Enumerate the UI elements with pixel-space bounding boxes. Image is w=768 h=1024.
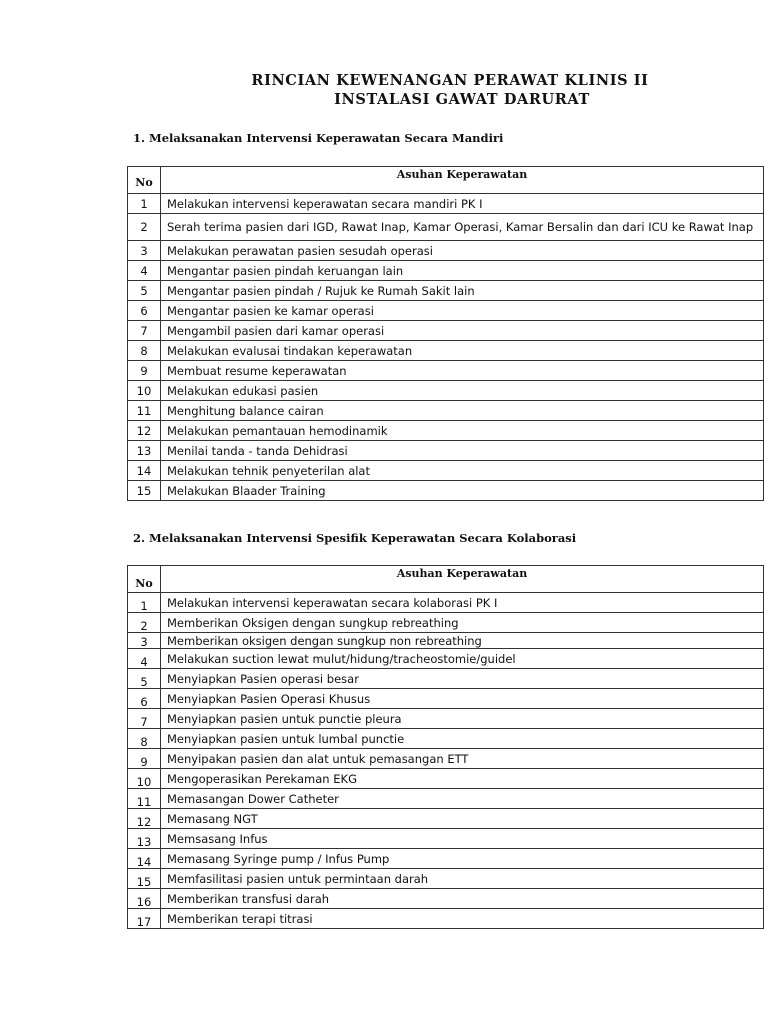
table-row: [128, 829, 764, 849]
row-text: Melakukan evalusai tindakan keperawatan: [161, 341, 764, 361]
row-text: Melakukan intervensi keperawatan secara mandiri PK I: [161, 194, 764, 214]
row-text: Menyiapkan Pasien Operasi Khusus: [161, 689, 764, 709]
row-number: 2: [128, 613, 161, 633]
row-number: 16: [128, 889, 161, 909]
row-number: 17: [128, 909, 161, 929]
table-row: [128, 633, 764, 649]
table-row: [128, 421, 764, 441]
row-text: Melakukan Blaader Training: [161, 481, 764, 501]
row-number: 7: [128, 709, 161, 729]
document-subtitle: INSTALASI GAWAT DARURAT: [334, 91, 590, 108]
row-number: 9: [128, 749, 161, 769]
table-row: [128, 194, 764, 214]
row-number: 1: [128, 194, 161, 214]
row-text: Memasang Syringe pump / Infus Pump: [161, 849, 764, 869]
row-text: Menyiapkan pasien untuk punctie pleura: [161, 709, 764, 729]
row-number: 11: [128, 401, 161, 421]
section2-rows: [128, 593, 764, 929]
table-row: [128, 649, 764, 669]
row-text: Melakukan suction lewat mulut/hidung/tracheostomie/guidel: [161, 649, 764, 669]
table-row: [128, 461, 764, 481]
row-number: 4: [128, 261, 161, 281]
row-number: 8: [128, 341, 161, 361]
table-row: [128, 593, 764, 613]
row-number: 11: [128, 789, 161, 809]
row-text: Melakukan tehnik penyeterilan alat: [161, 461, 764, 481]
row-text: Mengantar pasien pindah keruangan lain: [161, 261, 764, 281]
row-number: 3: [128, 241, 161, 261]
row-text: Memasang NGT: [161, 809, 764, 829]
table-row: [128, 669, 764, 689]
table-row: [128, 381, 764, 401]
column-header-asuhan: Asuhan Keperawatan: [161, 566, 764, 593]
row-text: Memberikan Oksigen dengan sungkup rebreathing: [161, 613, 764, 633]
table-row: [128, 401, 764, 421]
row-text: Memasangan Dower Catheter: [161, 789, 764, 809]
table-row: [128, 709, 764, 729]
section1-heading: 1. Melaksanakan Intervensi Keperawatan Secara Mandiri: [133, 131, 504, 145]
row-text: Serah terima pasien dari IGD, Rawat Inap, Kamar Operasi, Kamar Bersalin dan dari ICU ke Rawat Inap: [161, 214, 764, 241]
section1-table: [127, 166, 764, 501]
section1-rows: [128, 194, 764, 501]
row-number: 8: [128, 729, 161, 749]
row-text: Mengantar pasien ke kamar operasi: [161, 301, 764, 321]
table-row: [128, 281, 764, 301]
table-row: [128, 441, 764, 461]
table-row: [128, 809, 764, 829]
row-number: 5: [128, 669, 161, 689]
column-header-no: No: [128, 167, 161, 194]
row-text: Melakukan intervensi keperawatan secara kolaborasi PK I: [161, 593, 764, 613]
row-number: 10: [128, 381, 161, 401]
table-row: [128, 789, 764, 809]
table-row: [128, 214, 764, 241]
table-row: [128, 241, 764, 261]
row-text: Mengambil pasien dari kamar operasi: [161, 321, 764, 341]
section2-table: [127, 565, 764, 929]
row-text: Menyipakan pasien dan alat untuk pemasangan ETT: [161, 749, 764, 769]
row-number: 12: [128, 809, 161, 829]
table-row: [128, 849, 764, 869]
column-header-asuhan: Asuhan Keperawatan: [161, 167, 764, 194]
table-row: [128, 361, 764, 381]
row-number: 15: [128, 481, 161, 501]
row-number: 4: [128, 649, 161, 669]
document-title: RINCIAN KEWENANGAN PERAWAT KLINIS II: [251, 72, 649, 89]
table-row: [128, 341, 764, 361]
table-row: [128, 613, 764, 633]
row-text: Memberikan terapi titrasi: [161, 909, 764, 929]
section2-heading: 2. Melaksanakan Intervensi Spesifik Keperawatan Secara Kolaborasi: [133, 531, 577, 545]
table-row: [128, 301, 764, 321]
row-number: 13: [128, 829, 161, 849]
row-text: Melakukan edukasi pasien: [161, 381, 764, 401]
row-number: 3: [128, 633, 161, 649]
table-row: [128, 769, 764, 789]
row-number: 15: [128, 869, 161, 889]
row-number: 13: [128, 441, 161, 461]
row-text: Menghitung balance cairan: [161, 401, 764, 421]
row-number: 14: [128, 461, 161, 481]
row-text: Menyiapkan pasien untuk lumbal punctie: [161, 729, 764, 749]
row-text: Melakukan pemantauan hemodinamik: [161, 421, 764, 441]
row-text: Mengantar pasien pindah / Rujuk ke Rumah Sakit lain: [161, 281, 764, 301]
row-number: 6: [128, 689, 161, 709]
table-row: [128, 261, 764, 281]
row-text: Mengoperasikan Perekaman EKG: [161, 769, 764, 789]
table-row: [128, 321, 764, 341]
table-row: [128, 729, 764, 749]
row-number: 12: [128, 421, 161, 441]
row-text: Menyiapkan Pasien operasi besar: [161, 669, 764, 689]
row-number: 7: [128, 321, 161, 341]
table-row: [128, 481, 764, 501]
table-row: [128, 749, 764, 769]
row-number: 14: [128, 849, 161, 869]
row-text: Melakukan perawatan pasien sesudah operasi: [161, 241, 764, 261]
row-number: 9: [128, 361, 161, 381]
row-number: 2: [128, 214, 161, 241]
row-number: 1: [128, 593, 161, 613]
row-text: Membuat resume keperawatan: [161, 361, 764, 381]
row-number: 5: [128, 281, 161, 301]
row-text: Memfasilitasi pasien untuk permintaan darah: [161, 869, 764, 889]
table-row: [128, 889, 764, 909]
row-text: Menilai tanda - tanda Dehidrasi: [161, 441, 764, 461]
table-row: [128, 689, 764, 709]
column-header-no: No: [128, 566, 161, 593]
table-row: [128, 909, 764, 929]
row-number: 6: [128, 301, 161, 321]
row-number: 10: [128, 769, 161, 789]
row-text: Memberikan oksigen dengan sungkup non rebreathing: [161, 633, 764, 649]
row-text: Memberikan transfusi darah: [161, 889, 764, 909]
row-text: Memsasang Infus: [161, 829, 764, 849]
table-row: [128, 869, 764, 889]
